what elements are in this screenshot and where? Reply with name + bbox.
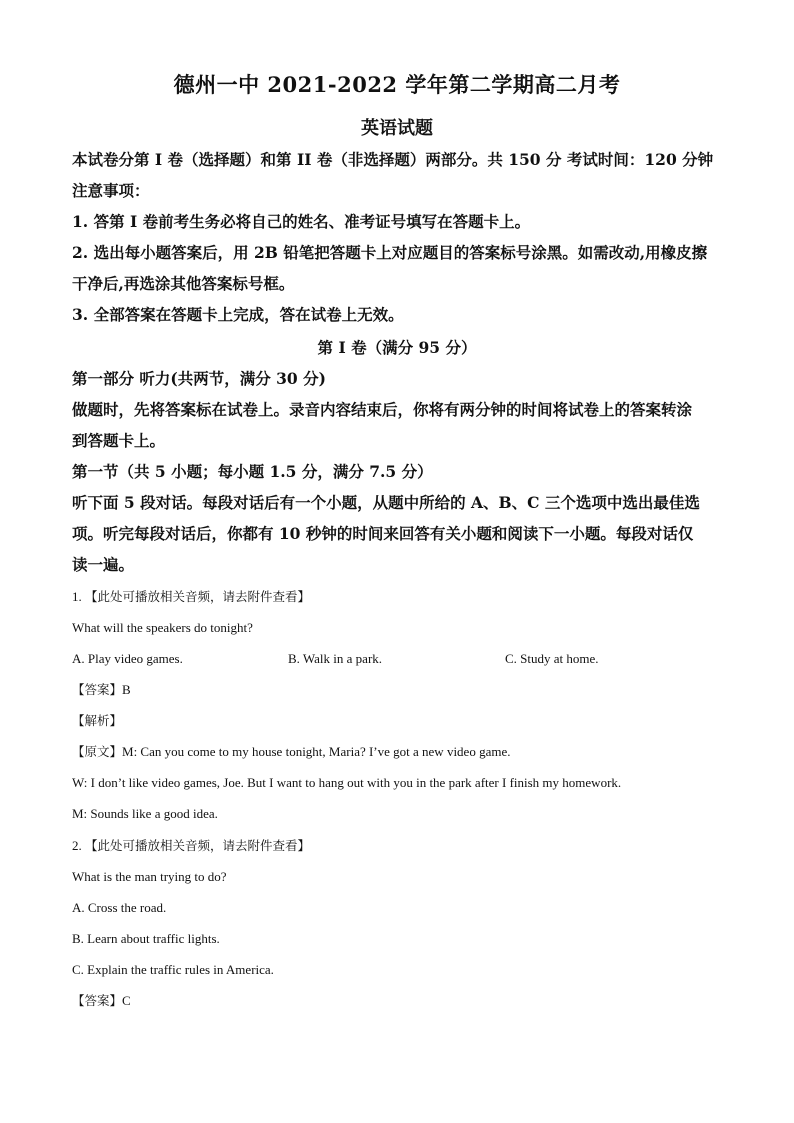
answer-label: 【答案】 [72, 993, 123, 1008]
audio-note: 【此处可播放相关音频，请去附件查看】 [85, 589, 311, 604]
question-2-option-b: B. Learn about traffic lights. [72, 931, 220, 946]
section-1-instruction-line-2: 项。听完每段对话后，你都有 10 秒钟的时间来回答有关小题和阅读下一小题。每段对话仅 [72, 524, 694, 543]
exam-intro: 本试卷分第 I 卷（选择题）和第 II 卷（非选择题）两部分。共 150 分 考试时间：120 分钟 [72, 150, 714, 169]
note-3: 3. 全部答案在答题卡上完成，答在试卷上无效。 [72, 305, 404, 324]
transcript-text: M: Can you come to my house tonight, Maria? I’ve got a new video game. [122, 744, 511, 759]
question-1-option-b: B. Walk in a park. [288, 651, 383, 666]
part-1-instruction-line-2: 到答题卡上。 [72, 431, 166, 450]
note-2-line-2: 干净后,再选涂其他答案标号框。 [72, 274, 295, 293]
volume-1-heading: 第 I 卷（满分 95 分） [317, 338, 477, 357]
audio-note: 【此处可播放相关音频，请去附件查看】 [85, 838, 311, 853]
question-2-number: 2. [72, 838, 82, 853]
note-2-line-1: 2. 选出每小题答案后，用 2B 铅笔把答题卡上对应题目的答案标号涂黑。如需改动,用橡皮擦 [72, 243, 708, 262]
question-1-option-c: C. Study at home. [505, 651, 599, 666]
question-1-option-a: A. Play video games. [72, 651, 183, 666]
analysis-label: 【解析】 [72, 713, 123, 728]
question-1-answer [72, 681, 732, 699]
transcript-line-3: M: Sounds like a good idea. [72, 806, 218, 821]
part-1-heading: 第一部分 听力(共两节，满分 30 分) [72, 369, 326, 388]
section-1-instruction-line-1: 听下面 5 段对话。每段对话后有一个小题，从题中所给的 A、B、C 三个选项中选出最佳选 [72, 493, 700, 512]
question-2-text: What is the man trying to do? [72, 869, 227, 884]
question-2-option-c: C. Explain the traffic rules in America. [72, 962, 274, 977]
transcript-line-2: W: I don’t like video games, Joe. But I want to hang out with you in the park after I finish my homework. [72, 775, 622, 790]
part-1-instruction-line-1: 做题时，先将答案标在试卷上。录音内容结束后，你将有两分钟的时间将试卷上的答案转涂 [72, 400, 693, 419]
section-1-instruction-line-3: 读一遍。 [72, 555, 135, 574]
answer-label: 【答案】 [72, 682, 123, 697]
exam-subtitle: 英语试题 [361, 118, 433, 139]
transcript-line-1 [72, 743, 732, 761]
notes-heading: 注意事项： [72, 181, 150, 200]
original-label: 【原文】 [72, 744, 123, 759]
section-1-heading: 第一节（共 5 小题；每小题 1.5 分，满分 7.5 分） [72, 462, 433, 481]
question-1-audio [72, 588, 732, 606]
question-1-text: What will the speakers do tonight? [72, 620, 253, 635]
exam-title: 德州一中 2021-2022 学年第二学期高二月考 [173, 72, 621, 97]
question-2-answer [72, 992, 732, 1010]
question-2-option-a: A. Cross the road. [72, 900, 167, 915]
question-1-number: 1. [72, 589, 82, 604]
question-2-audio [72, 837, 732, 855]
note-1: 1. 答第 I 卷前考生务必将自己的姓名、准考证号填写在答题卡上。 [72, 212, 531, 231]
answer-value: B [122, 682, 131, 697]
question-1-analysis [72, 712, 732, 730]
answer-value: C [122, 993, 131, 1008]
